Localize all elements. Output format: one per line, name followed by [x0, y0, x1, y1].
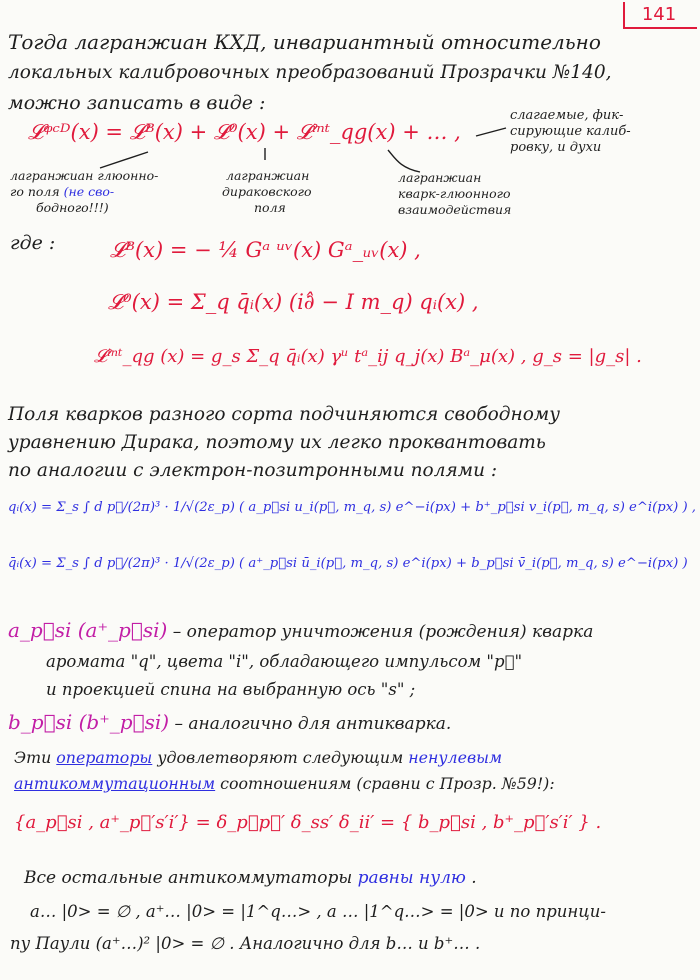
page-number-frame-bottom [623, 27, 697, 29]
gluon-lagrangian-def: 𝓛ᴮ(x) = − ¼ Gᵃ ᵘᵛ(x) Gᵃ_ᵤᵥ(x) , [110, 238, 421, 262]
side-note-line-1: слагаемые, фик- [510, 108, 624, 123]
arrow-to-gauge-terms [476, 128, 506, 136]
quark-field-expansion: qᵢ(x) = Σ_s ∫ d p⃗/(2π)³ · 1/√(2ε_p) ( a_p⃗si u_i(p⃗, m_q, s) e^−i(px) + b⁺_p⃗si v_i(p⃗, m_q, s) e^i(px) ) , [8, 500, 696, 515]
antiquark-field-expansion: q̄ᵢ(x) = Σ_s ∫ d p⃗/(2π)³ · 1/√(2ε_p) ( a⁺_p⃗si ū_i(p⃗, m_q, s) e^i(px) + b_p⃗si v̄_i(p⃗, m_q, s) e^−i(px) ) [8, 556, 688, 571]
annotation-gluon-not-free: (не сво- [63, 184, 115, 199]
annihilation-line-1 [8, 618, 593, 642]
annihilation-line-3: и проекцией спина на выбранную ось "s" ; [46, 680, 416, 699]
interaction-lagrangian-def: 𝓛ⁱⁿᵗ_qg (x) = g_s Σ_q q̄ᵢ(x) γᵘ tᵃ_ij q_j(x) Bᵃ_μ(x) , g_s = |g_s| . [94, 346, 642, 367]
anticommutator-relation: {a_p⃗si , a⁺_p⃗′s′i′} = δ_p⃗p⃗′ δ_ss′ δ_ii′ = { b_p⃗si , b⁺_p⃗′s′i′ } . [14, 812, 602, 833]
annotation-dirac-line-1: лагранжиан [226, 168, 310, 183]
side-note-line-3: ровку, и духи [510, 140, 602, 155]
quark-text-line-2: уравнению Дирака, поэтому их легко проквантовать [8, 432, 546, 453]
all-others-zero: равны нулю [357, 868, 466, 888]
annihilation-description: – оператор уничтожения (рождения) кварка [172, 622, 594, 642]
intro-line-3: можно записать в виде : [8, 92, 266, 114]
arrow-to-interaction [388, 150, 420, 172]
operators-middle: удовлетворяют следующим [152, 748, 409, 767]
operators-start: Эти [14, 748, 57, 767]
where-label: где : [10, 232, 56, 254]
dirac-lagrangian-def: 𝓛⁰(x) = Σ_q q̄ᵢ(x) (i∂̂ − I m_q) qᵢ(x) , [108, 290, 479, 314]
qcd-lagrangian-formula: 𝓛ᵠᶜᴰ(x) = 𝓛ᴮ(x) + 𝓛⁰(x) + 𝓛ⁱⁿᵗ_qg(x) + … , [28, 120, 461, 144]
annotation-interaction-line-1: лагранжиан [398, 170, 482, 185]
intro-line-1: Тогда лагранжиан КХД, инвариантный относительно [8, 30, 601, 54]
annihilation-line-2: аромата "q", цвета "i", обладающего импульсом "p⃗" [46, 652, 523, 671]
operators-line [14, 748, 502, 767]
page-number: 141 [641, 4, 677, 25]
annotation-dirac-line-3: поля [254, 200, 286, 215]
all-others-line [24, 868, 477, 888]
antiquark-operator-symbol: b_p⃗si (b⁺_p⃗si) [8, 710, 170, 734]
annotation-dirac-line-2: дираковского [222, 184, 312, 199]
annotation-gluon-text: го поля [10, 184, 60, 199]
annotation-gluon-line-2 [10, 184, 114, 199]
annotation-interaction-line-2: кварк-глюонного [398, 186, 511, 201]
all-others-end: . [465, 868, 477, 888]
operators-end: соотношениям (сравни с Прозр. №59!): [215, 774, 555, 793]
operators-nonzero: ненулевым [408, 748, 503, 767]
operators-anticommutation: антикоммутационным [14, 774, 216, 793]
pauli-principle-line: пу Паули (a⁺…)² |0> = ∅ . Аналогично для b… и b⁺… . [10, 934, 481, 953]
antiquark-description: – аналогично для антикварка. [174, 714, 452, 734]
quark-text-line-1: Поля кварков разного сорта подчиняются свободному [8, 404, 560, 425]
annotation-gluon-not-free-line-2: бодного!!!) [36, 200, 109, 215]
annotation-gluon-line-1: лагранжиан глюонно- [10, 168, 159, 183]
all-others-start: Все остальные антикоммутаторы [24, 868, 358, 888]
intro-line-2: локальных калибровочных преобразований Прозрачки №140, [8, 62, 612, 83]
side-note-line-2: сирующие калиб- [510, 124, 631, 139]
operators-word: операторы [56, 748, 153, 767]
annihilation-operator-symbol: a_p⃗si (a⁺_p⃗si) [8, 618, 168, 642]
quark-text-line-3: по аналогии с электрон-позитронными полями : [8, 460, 498, 481]
operators-line-2 [14, 774, 555, 793]
annotation-interaction-line-3: взаимодействия [398, 202, 512, 217]
arrow-to-gluon [100, 152, 148, 168]
vacuum-relations-line: a… |0> = ∅ , a⁺… |0> = |1^q…> , a … |1^q…> = |0> и по принци- [30, 902, 606, 921]
antiquark-line [8, 710, 451, 734]
